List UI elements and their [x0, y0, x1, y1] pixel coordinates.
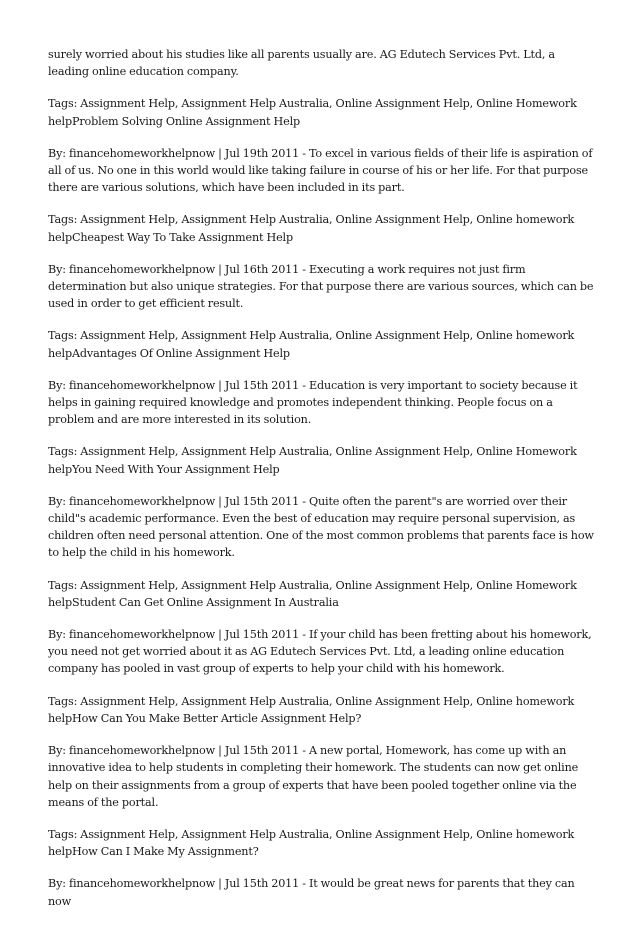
paragraph-text: By: financehomeworkhelpnow | Jul 19th 2011 - To excel in various fields of their life is aspiration of all of us. No one in this world would like taking failure in course of his or her life. For that purpose there are various solutions, which have been included in its part. [48, 146, 593, 195]
article-summary [48, 626, 596, 678]
article-summary [48, 261, 596, 313]
paragraph-text: Tags: Assignment Help, Assignment Help Australia, Online Assignment Help, Online homework helpAdvantages Of Online Assignment Help [48, 329, 575, 360]
paragraph-text: Tags: Assignment Help, Assignment Help Australia, Online Assignment Help, Online homework helpHow Can I Make My Assignment? [48, 827, 575, 859]
body-paragraph [48, 46, 596, 80]
paragraph-text: By: financehomeworkhelpnow | Jul 15th 2011 - Quite often the parent"s are worried over their child"s academic performance. Even the best of education may require personal supervision, as children often need personal attention. One of the most common problems that parents face is how to help the child in his homework. [48, 494, 594, 560]
paragraph-text: Tags: Assignment Help, Assignment Help Australia, Online Assignment Help, Online Homework helpYou Need With Your Assignment Help [48, 445, 577, 476]
tags-paragraph [48, 693, 596, 727]
tags-paragraph [48, 327, 596, 361]
tags-paragraph [48, 577, 596, 611]
article-summary [48, 742, 596, 811]
tags-paragraph [48, 95, 596, 129]
paragraph-text: Tags: Assignment Help, Assignment Help Australia, Online Assignment Help, Online Homework helpProblem Solving Online Assignment Help [48, 97, 577, 128]
article-summary [48, 145, 596, 197]
paragraph-text: By: financehomeworkhelpnow | Jul 15th 2011 - Education is very important to society because it helps in gaining required knowledge and promotes independent thinking. People focus on a problem and are more interested in its solution. [48, 378, 578, 427]
tags-paragraph [48, 826, 596, 860]
document-page [48, 46, 596, 925]
paragraph-text: By: financehomeworkhelpnow | Jul 16th 2011 - Executing a work requires not just firm determination but also unique strategies. For that purpose there are various sources, which can be used in order to get efficient result. [48, 262, 594, 311]
tags-paragraph [48, 211, 596, 245]
paragraph-text: Tags: Assignment Help, Assignment Help Australia, Online Assignment Help, Online homework helpHow Can You Make Better Article Assignment Help? [48, 694, 575, 725]
paragraph-text: surely worried about his studies like all parents usually are. AG Edutech Services Pvt. Ltd, a leading online education company. [48, 48, 555, 79]
paragraph-text: By: financehomeworkhelpnow | Jul 15th 2011 - It would be great news for parents that they can now [48, 877, 575, 908]
paragraph-text: By: financehomeworkhelpnow | Jul 15th 2011 - A new portal, Homework, has come up with an innovative idea to help students in completing their homework. The students can now get online help on their assignments from a group of experts that have been pooled together online via the means of the portal. [48, 744, 579, 809]
tags-paragraph [48, 443, 596, 477]
paragraph-text: By: financehomeworkhelpnow | Jul 15th 2011 - If your child has been fretting about his homework, you need not get worried about it as AG Edutech Services Pvt. Ltd, a leading online education company has pooled in vast group of experts to help your child with his homework. [48, 628, 592, 676]
paragraph-text: Tags: Assignment Help, Assignment Help Australia, Online Assignment Help, Online homework helpCheapest Way To Take Assignment Help [48, 213, 575, 244]
paragraph-text: Tags: Assignment Help, Assignment Help Australia, Online Assignment Help, Online Homework helpStudent Can Get Online Assignment In Australia [48, 578, 577, 609]
article-summary [48, 377, 596, 429]
article-summary [48, 493, 596, 562]
article-summary [48, 875, 596, 909]
